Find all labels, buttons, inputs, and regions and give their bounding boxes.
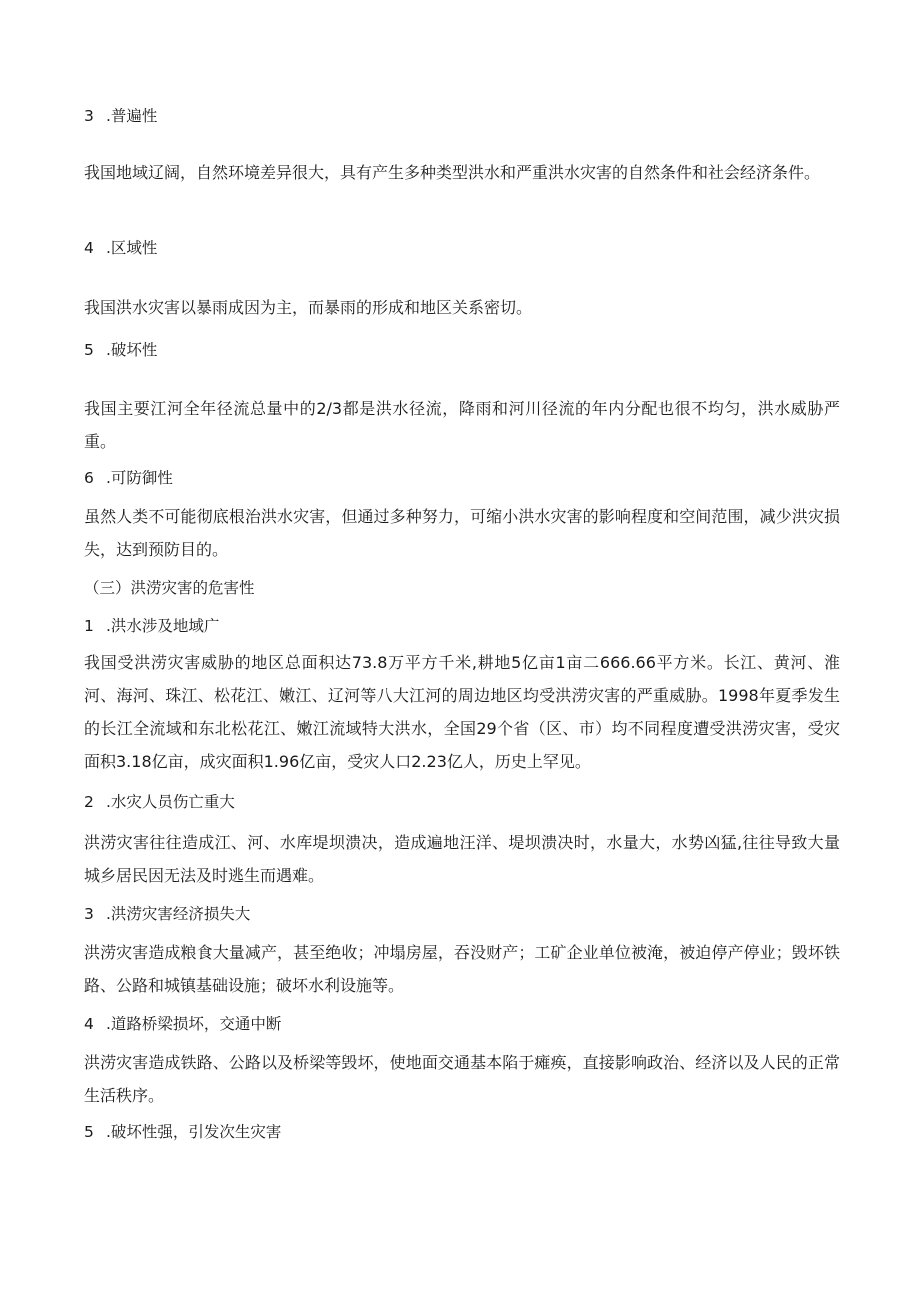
heading-text: .洪涝灾害经济损失大 (106, 905, 251, 923)
heading-number: 6 (84, 469, 94, 487)
heading-destructiveness (84, 334, 840, 367)
paragraph-traffic: 洪涝灾害造成铁路、公路以及桥梁等毁坏，使地面交通基本陷于瘫痪，直接影响政治、经济以及人民的正常生活秩序。 (84, 1053, 840, 1105)
paragraph-economic-loss: 洪涝灾害造成粮食大量减产，甚至绝收；冲塌房屋，吞没财产；工矿企业单位被淹，被迫停产停业；毁坏铁路、公路和城镇基础设施；破坏水利设施等。 (84, 943, 840, 995)
heading-universality (84, 100, 840, 133)
heading-number: 1 (84, 617, 94, 635)
heading-casualties (84, 786, 840, 819)
heading-preventability (84, 462, 840, 495)
paragraph-casualties: 洪涝灾害往往造成江、河、水库堤坝溃决，造成遍地汪洋、堤坝溃决时，水量大，水势凶猛,往往导致大量城乡居民因无法及时逃生而遇难。 (84, 833, 840, 885)
heading-text: .可防御性 (106, 469, 173, 487)
heading-number: 3 (84, 107, 94, 125)
heading-text: .区域性 (106, 239, 158, 257)
heading-wide-area (84, 610, 840, 643)
heading-text: .道路桥梁损坏，交通中断 (106, 1015, 282, 1033)
heading-number: 4 (84, 1015, 94, 1033)
heading-regionality (84, 232, 840, 265)
heading-number: 3 (84, 905, 94, 923)
paragraph-universality: 我国地域辽阔，自然环境差异很大，具有产生多种类型洪水和严重洪水灾害的自然条件和社会经济条件。 (84, 163, 821, 182)
heading-number: 5 (84, 1123, 94, 1141)
heading-text: .水灾人员伤亡重大 (106, 793, 235, 811)
paragraph-wide-area: 我国受洪涝灾害威胁的地区总面积达73.8万平方千米,耕地5亿亩1亩二666.66平方米。长江、黄河、淮河、海河、珠江、松花江、嫩江、辽河等八大江河的周边地区均受洪涝灾害的严重威胁。1998年夏季发生的长江全流域和东北松花江、嫩江流域特大洪水，全国29个省（区、市）均不同程度遭受洪涝灾害，受灾面积3.18亿亩，成灾面积1.96亿亩，受灾人口2.23亿人，历史上罕见。 (84, 653, 840, 771)
heading-text: .破坏性 (106, 341, 158, 359)
heading-number: 5 (84, 341, 94, 359)
heading-secondary-disasters (84, 1116, 840, 1149)
heading-text: .普遍性 (106, 107, 158, 125)
paragraph-regionality: 我国洪水灾害以暴雨成因为主，而暴雨的形成和地区关系密切。 (84, 298, 533, 317)
heading-number: 4 (84, 239, 94, 257)
paragraph-destructiveness: 我国主要江河全年径流总量中的2/3都是洪水径流，降雨和河川径流的年内分配也很不均匀，洪水威胁严重。 (84, 399, 840, 451)
heading-number: 2 (84, 793, 94, 811)
paragraph-preventability: 虽然人类不可能彻底根治洪水灾害，但通过多种努力，可缩小洪水灾害的影响程度和空间范围，减少洪灾损失，达到预防目的。 (84, 507, 840, 559)
heading-text: .破坏性强，引发次生灾害 (106, 1123, 282, 1141)
heading-traffic (84, 1008, 840, 1041)
heading-text: .洪水涉及地域广 (106, 617, 220, 635)
section-heading-hazards: （三）洪涝灾害的危害性 (84, 579, 255, 597)
heading-economic-loss (84, 898, 840, 931)
